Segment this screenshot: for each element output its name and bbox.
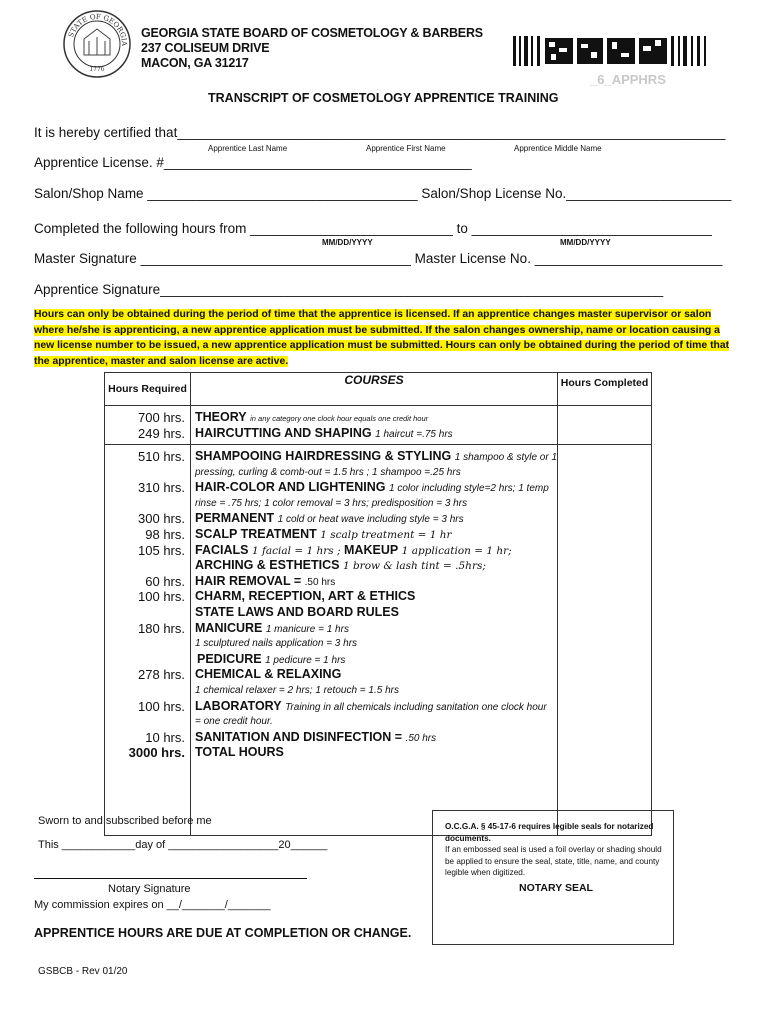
org-city: MACON, GA 31217 xyxy=(141,56,249,70)
chem-name: CHEMICAL & RELAXING xyxy=(195,667,342,682)
svg-text:STATE OF GEORGIA: STATE OF GEORGIA xyxy=(67,12,129,47)
facial-name: FACIALS xyxy=(195,542,249,557)
hours-completed-cell[interactable] xyxy=(558,406,652,445)
due-notice: APPRENTICE HOURS ARE DUE AT COMPLETION OR CHANGE. xyxy=(34,926,412,940)
ocga-notice-box xyxy=(432,810,674,945)
theory-hours: 700 hrs. xyxy=(138,410,185,425)
manicure-hours: 180 hrs. xyxy=(138,620,185,636)
lab-hours: 100 hrs. xyxy=(138,698,185,714)
theory-note: in any category one clock hour equals one credit hour xyxy=(250,414,429,423)
scalp-name: SCALP TREATMENT xyxy=(195,526,317,541)
day-field[interactable]: ____________ xyxy=(61,839,136,851)
svg-text:1776: 1776 xyxy=(89,66,105,73)
removal-name: HAIR REMOVAL = xyxy=(195,573,302,588)
org-address xyxy=(141,26,483,71)
perm-hours: 300 hrs. xyxy=(138,511,185,527)
lab-name: LABORATORY xyxy=(195,698,282,713)
table-row xyxy=(105,406,652,445)
color-note1: 1 color including style=2 hrs; 1 temp xyxy=(388,483,549,495)
col-hours-completed: Hours Completed xyxy=(558,373,652,406)
shampoo-hours: 510 hrs. xyxy=(138,449,185,464)
sworn-text: Sworn to and subscribed before me xyxy=(38,815,212,827)
license-row xyxy=(34,155,472,170)
salon-name-label: Salon/Shop Name xyxy=(34,186,144,201)
manicure-name: MANICURE xyxy=(195,620,263,635)
arching-note: 1 brow & lash tint = .5hrs; xyxy=(342,560,486,573)
charm-name1: CHARM, RECEPTION, ART & ETHICS xyxy=(195,589,416,604)
salon-name-field[interactable]: ____________________________________ xyxy=(147,186,418,201)
chem-note: 1 chemical relaxer = 2 hrs; 1 retouch = 1.5 hrs xyxy=(195,684,399,696)
shampoo-note2: pressing, curling & comb-out = 1.5 hrs ; 1 shampoo =.25 hrs xyxy=(195,466,461,478)
arching-name: ARCHING & ESTHETICS xyxy=(195,558,340,573)
master-sig-label: Master Signature xyxy=(34,251,137,266)
master-signature-field[interactable]: ____________________________________ xyxy=(140,251,411,266)
form-code: _6_APPHRS xyxy=(590,72,666,87)
org-name: GEORGIA STATE BOARD OF COSMETOLOGY & BARBERS xyxy=(141,26,483,40)
date-to-hint: MM/DD/YYYY xyxy=(560,238,611,247)
scalp-note: 1 scalp treatment = 1 hr xyxy=(320,528,452,541)
pedicure-name: PEDICURE xyxy=(197,651,262,666)
manicure-note: 1 manicure = 1 hrs xyxy=(265,623,349,635)
charm-hours: 100 hrs. xyxy=(138,589,185,605)
salon-license-label: Salon/Shop License No. xyxy=(421,186,567,201)
master-row xyxy=(34,251,722,266)
lab-note2: = one credit hour. xyxy=(195,716,273,728)
certify-label: It is hereby certified that xyxy=(34,125,178,140)
notary-sig-label: Notary Signature xyxy=(108,883,191,895)
color-name: HAIR-COLOR AND LIGHTENING xyxy=(195,480,386,495)
org-street: 237 COLISEUM DRIVE xyxy=(141,41,270,55)
facial-hours: 105 hrs. xyxy=(138,542,185,558)
removal-note: .50 hrs xyxy=(304,576,336,588)
notary-signature-line[interactable] xyxy=(34,878,307,879)
makeup-note: 1 application = 1 hr; xyxy=(401,544,512,557)
commission-label: My commission expires on xyxy=(34,899,164,911)
middle-name-hint: Apprentice Middle Name xyxy=(514,144,602,153)
removal-hours: 60 hrs. xyxy=(145,573,185,589)
scalp-hours: 98 hrs. xyxy=(145,526,185,542)
barcode-icon xyxy=(513,36,711,66)
facial-note: 1 facial = 1 hrs ; xyxy=(251,544,341,557)
license-notice: Hours can only be obtained during the period of time that the apprentice is licensed. If an apprentice changes master supervisor or salon where he/she is apprenticing, a new apprentice application must be submitted. If the salon changes ownership, name or location causing a new license number to be issued, a new apprentice application must be submitted. Hours can only be obtained during the period of time that the apprentice, master and salon license are active. xyxy=(34,309,730,367)
table-header-row xyxy=(105,373,652,406)
apprentice-signature-field[interactable]: ___________________________________________________________________ xyxy=(160,282,664,297)
apprentice-sig-label: Apprentice Signature xyxy=(34,282,161,297)
courses-table xyxy=(104,372,652,836)
ocga-title: O.C.G.A. § 45-17-6 requires legible seals for notarized documents. xyxy=(445,822,654,843)
apprentice-license-field[interactable]: _________________________________________ xyxy=(163,155,472,170)
col-courses: COURSES xyxy=(191,373,558,406)
shampoo-note1: 1 shampoo & style or 1 xyxy=(454,452,558,463)
year-prefix: 20 xyxy=(278,839,291,851)
year-field[interactable]: ______ xyxy=(290,839,328,851)
haircut-note: 1 haircut =.75 hrs xyxy=(375,428,453,440)
to-label: to xyxy=(456,221,468,236)
commission-row xyxy=(34,899,271,911)
total-hours-label: TOTAL HOURS xyxy=(195,745,284,760)
san-name: SANITATION AND DISINFECTION = xyxy=(195,729,403,744)
apprentice-name-field[interactable]: _________________________________________________________________________ xyxy=(177,125,726,140)
date-to-field[interactable]: ________________________________ xyxy=(471,221,712,236)
revision-code: GSBCB - Rev 01/20 xyxy=(38,966,128,977)
total-hours-required: 3000 hrs. xyxy=(128,745,185,761)
pedicure-note: 1 pedicure = 1 hrs xyxy=(265,654,346,666)
color-note2: rinse = .75 hrs; 1 color removal = 3 hrs; predisposition = 3 hrs xyxy=(195,497,468,509)
ocga-body: If an embossed seal is used a foil overlay or shading should be applied to ensure the seal, state, title, name, and county legible when digitized. xyxy=(445,845,662,877)
chem-hours: 278 hrs. xyxy=(138,667,185,683)
georgia-state-seal xyxy=(62,9,132,79)
master-license-field[interactable]: _________________________ xyxy=(534,251,723,266)
completed-label: Completed the following hours from xyxy=(34,221,247,236)
perm-name: PERMANENT xyxy=(195,511,275,526)
col-hours-required: Hours Required xyxy=(105,373,191,406)
san-hours: 10 hrs. xyxy=(145,729,185,745)
master-license-label: Master License No. xyxy=(414,251,531,266)
perm-note: 1 cold or heat wave including style = 3 hrs xyxy=(277,514,464,526)
table-row xyxy=(105,445,652,836)
this-label: This xyxy=(38,839,59,851)
makeup-name: MAKEUP xyxy=(344,542,399,557)
charm-name2: STATE LAWS AND BOARD RULES xyxy=(195,604,399,619)
date-from-field[interactable]: ___________________________ xyxy=(250,221,453,236)
salon-row xyxy=(34,186,731,201)
completed-row xyxy=(34,221,712,236)
hours-completed-cell[interactable] xyxy=(558,445,652,836)
month-field[interactable]: __________________ xyxy=(168,839,279,851)
lab-note1: Training in all chemicals including sanitation one clock hour xyxy=(285,701,547,713)
page-title: TRANSCRIPT OF COSMETOLOGY APPRENTICE TRAINING xyxy=(208,91,559,105)
haircut-name: HAIRCUTTING AND SHAPING xyxy=(195,425,372,440)
theory-name: THEORY xyxy=(195,410,247,424)
apprentice-sig-row xyxy=(34,282,663,297)
this-day-row xyxy=(38,839,327,851)
shampoo-name: SHAMPOOING HAIRDRESSING & STYLING xyxy=(195,449,452,463)
color-hours: 310 hrs. xyxy=(138,480,185,496)
san-note: .50 hrs xyxy=(405,732,437,744)
date-from-hint: MM/DD/YYYY xyxy=(322,238,373,247)
first-name-hint: Apprentice First Name xyxy=(366,144,446,153)
notary-seal-label: NOTARY SEAL xyxy=(519,881,593,894)
salon-license-field[interactable]: ______________________ xyxy=(566,186,732,201)
certify-row xyxy=(34,125,725,140)
day-of-label: day of xyxy=(135,839,166,851)
last-name-hint: Apprentice Last Name xyxy=(208,144,288,153)
haircut-hours: 249 hrs. xyxy=(138,425,185,441)
manicure-note2: 1 sculptured nails application = 3 hrs xyxy=(195,638,358,650)
license-label: Apprentice License. # xyxy=(34,155,164,170)
commission-date-field[interactable]: __/_______/_______ xyxy=(166,899,271,911)
